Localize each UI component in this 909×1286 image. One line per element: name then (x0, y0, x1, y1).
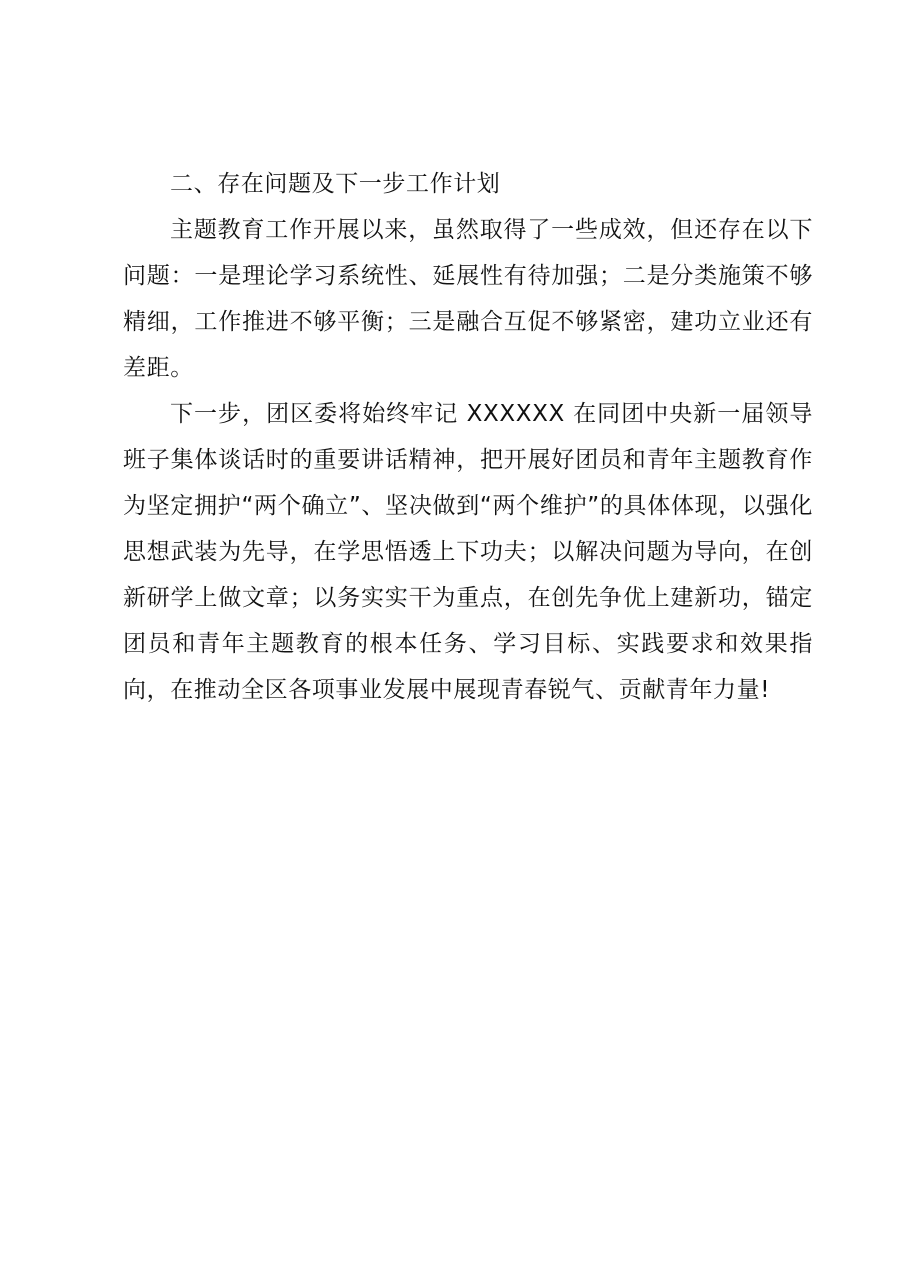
section-heading: 二、存在问题及下一步工作计划 (170, 171, 501, 197)
paragraph-next-steps: 下一步，团区委将始终牢记 XXXXXX 在同团中央新一届领导班子集体谈话时的重要讲话精神，把开展好团员和青年主题教育作为坚定拥护“两个确立”、坚决做到“两个维护”的具体体现，以强化思想武装为先导，在学思悟透上下功夫；以解决问题为导向，在创新研学上做文章；以务实实干为重点，在创先争优上建新功，锚定团员和青年主题教育的根本任务、学习目标、实践要求和效果指向，在推动全区各项事业发展中展现青春锐气、贡献青年力量! (123, 401, 813, 703)
paragraph-problems: 主题教育工作开展以来，虽然取得了一些成效，但还存在以下问题：一是理论学习系统性、延展性有待加强；二是分类施策不够精细，工作推进不够平衡；三是融合互促不够紧密，建功立业还有差距。 (123, 217, 813, 381)
document-body (123, 161, 813, 713)
